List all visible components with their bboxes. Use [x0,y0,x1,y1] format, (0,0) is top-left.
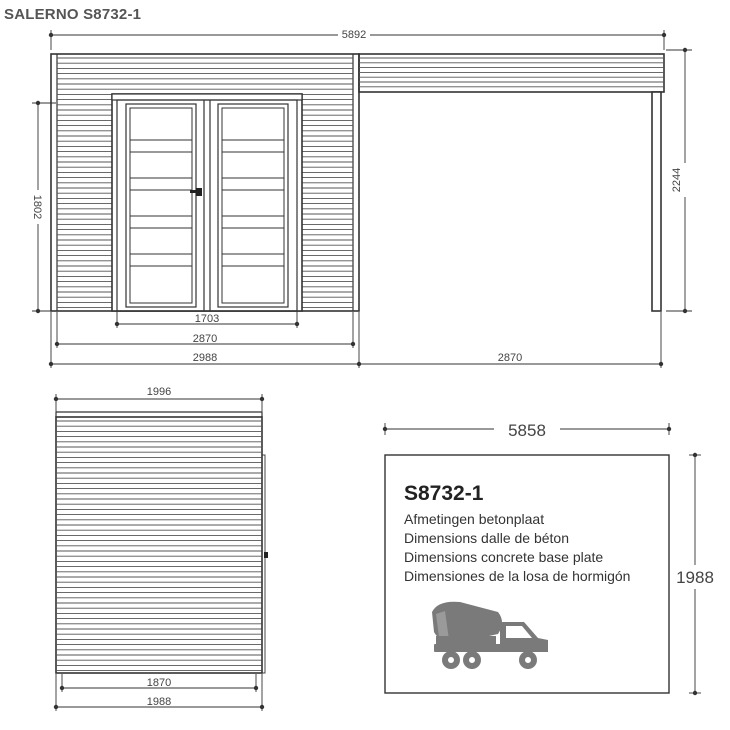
concrete-mixer-truck-icon [432,602,548,669]
canopy [359,54,664,311]
dimension-canopy-width [359,312,663,368]
side-view [54,386,268,711]
base-plate-line-en: Dimensions concrete base plate [404,549,604,565]
label-wall-height: 1802 [31,194,43,220]
dimension-side-top-width [54,386,264,412]
dimension-plate-width [383,418,671,440]
label-side-inner-width: 1870 [146,677,172,689]
product-title: SALERNO S8732-1 [4,6,142,23]
base-plate-line-fr: Dimensions dalle de béton [404,530,569,546]
canopy-post [652,92,661,311]
label-plate-depth: 1988 [676,568,714,587]
base-plate-description [404,482,666,586]
dimension-overall-width [49,27,666,50]
label-side-base-width: 1988 [146,696,172,708]
label-side-top-width: 1996 [146,386,172,398]
label-wall-inner-width: 2870 [192,333,218,345]
dimension-canopy-height [666,48,692,313]
label-cabin-width: 2988 [192,352,218,364]
dimension-door-opening [115,312,299,328]
dimension-side-inner-width [60,674,258,692]
double-door [112,94,302,311]
dimension-plate-depth [672,453,718,695]
label-plate-width: 5858 [508,421,546,440]
front-view [26,27,692,368]
base-plate-line-es: Dimensiones de la losa de hormigón [404,568,631,584]
label-overall-width: 5892 [341,29,367,41]
label-door-opening: 1703 [194,313,220,325]
base-plate-code: S8732-1 [404,482,484,505]
label-canopy-height: 2244 [671,167,683,193]
label-canopy-width: 2870 [497,352,523,364]
base-plate-line-nl: Afmetingen betonplaat [404,511,545,527]
